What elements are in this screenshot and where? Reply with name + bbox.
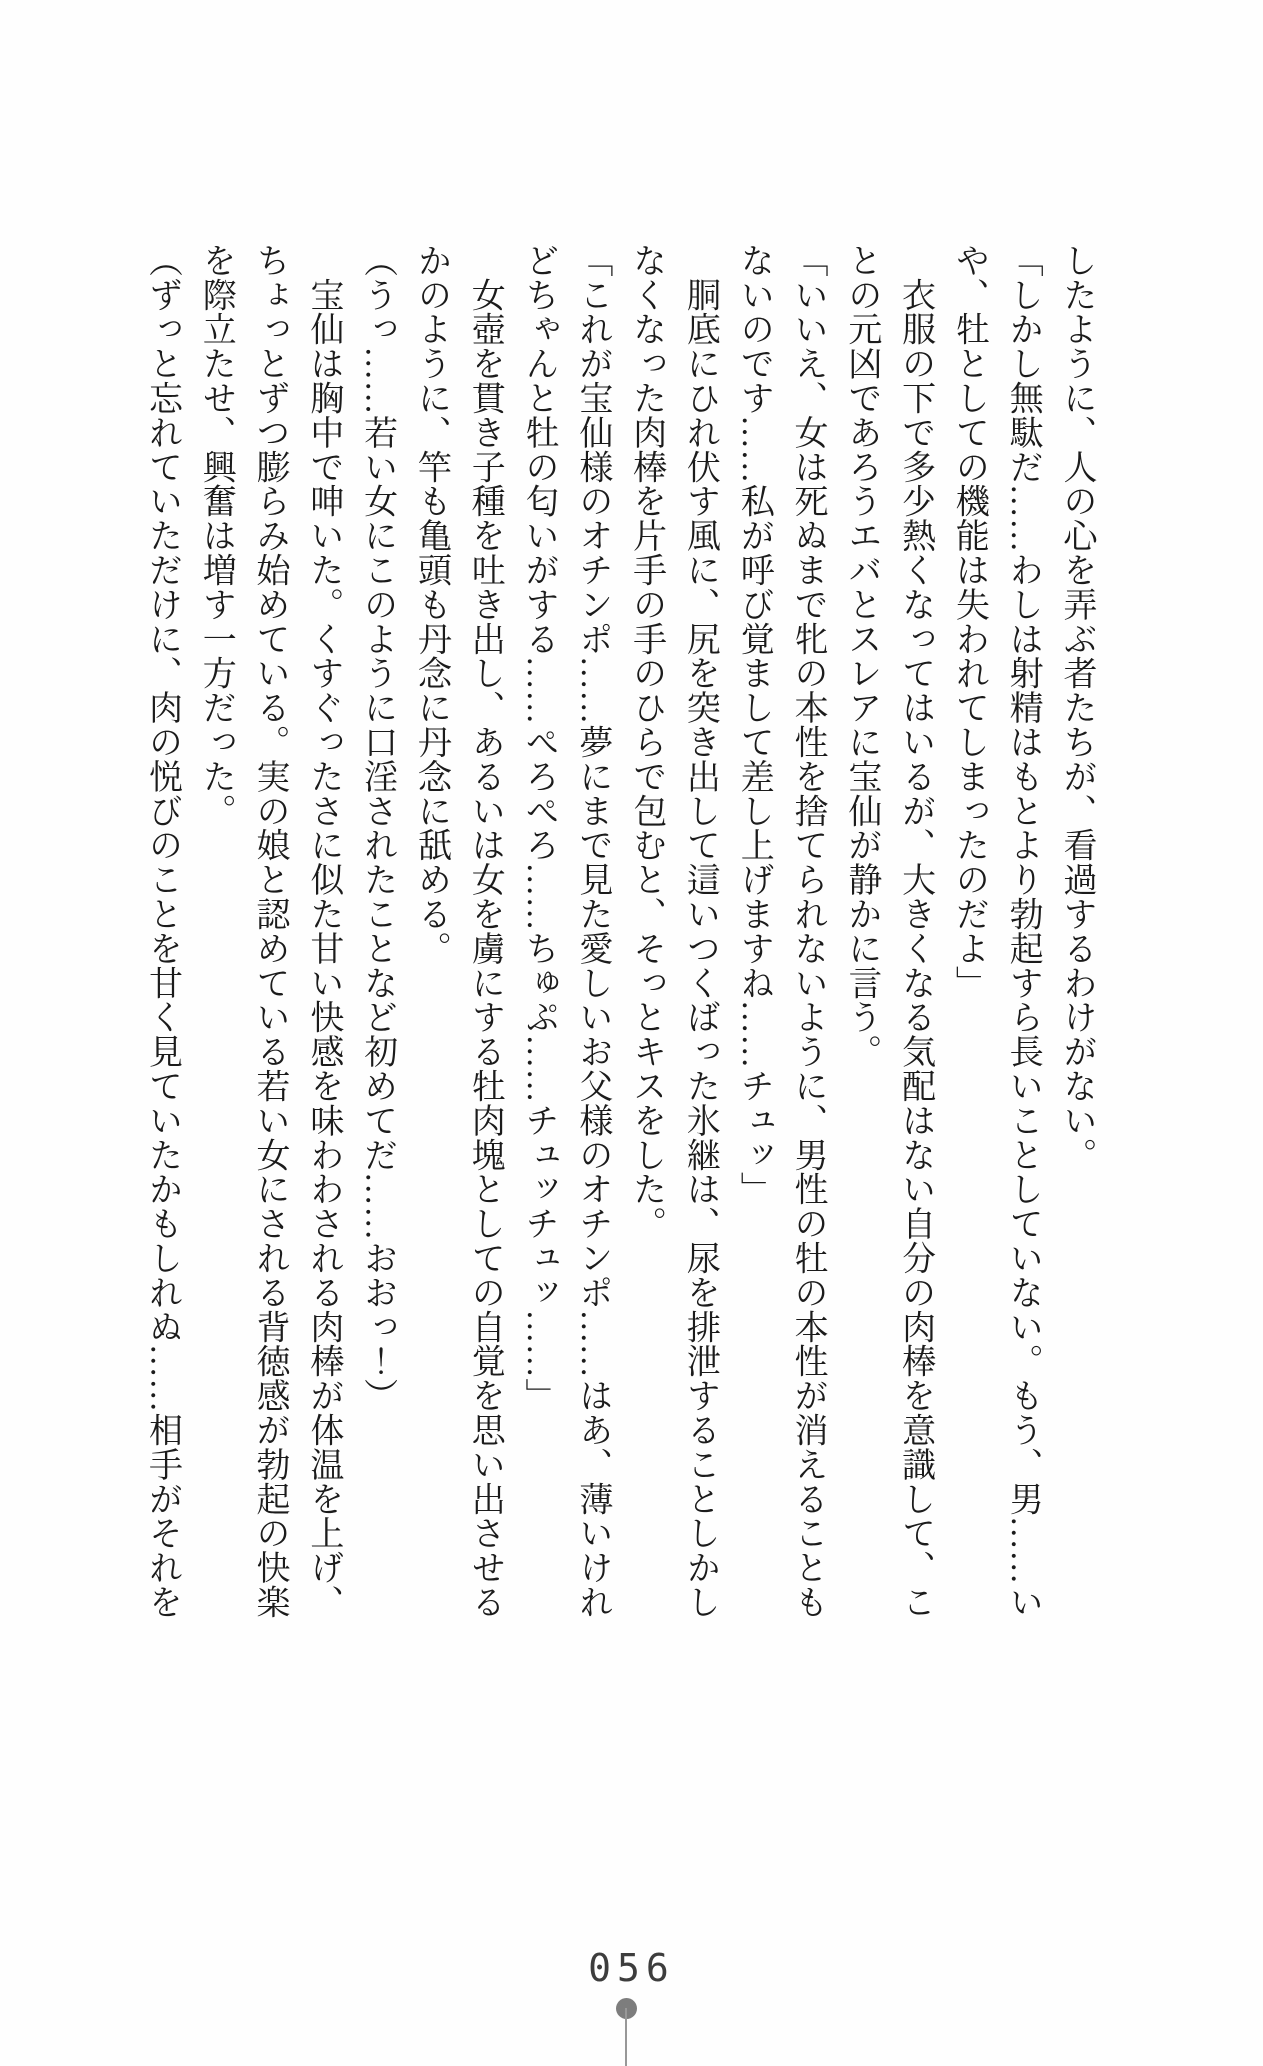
text-line: かのように、竿も亀頭も丹念に丹念に舐める。: [412, 243, 450, 966]
text-line: 「いいえ、女は死ぬまで牝の本性を捨てられないように、男性の牡の本性が消えることも: [789, 243, 827, 1619]
text-line: 女壺を貫き子種を吐き出し、あるいは女を虜にする牡肉塊としての自覚を思い出させる: [466, 243, 504, 1619]
text-line: や、牡としての機能は失われてしまったのだよ」: [950, 243, 988, 1000]
text-line: を際立たせ、興奮は増す一方だった。: [197, 243, 235, 828]
text-line: なくなった肉棒を片手の手のひらで包むと、そっとキスをした。: [627, 243, 665, 1241]
text-line: どちゃんと牡の匂いがする……ぺろぺろ……ちゅぷ……チュッチュッ……」: [520, 243, 558, 1413]
page-number: 056: [588, 1946, 675, 1990]
text-line: との元凶であろうエバとスレアに宝仙が静かに言う。: [842, 243, 880, 1069]
text-line: （ずっと忘れていただけに、肉の悦びのことを甘く見ていたかもしれぬ……相手がそれを: [143, 243, 181, 1619]
text-line: 「しかし無駄だ……わしは射精はもとより勃起すら長いことしていない。もう、男……い: [1004, 243, 1042, 1619]
text-line: ちょっとずつ膨らみ始めている。実の娘と認めている若い女にされる背徳感が勃起の快楽: [251, 243, 289, 1619]
text-line: したように、人の心を弄ぶ者たちが、看過するわけがない。: [1058, 243, 1095, 1172]
text-line: 衣服の下で多少熱くなってはいるが、大きくなる気配はない自分の肉棒を意識して、こ: [896, 243, 934, 1619]
text-line: 宝仙は胸中で呻いた。くすぐったさに似た甘い快感を味わわされる肉棒が体温を上げ、: [304, 243, 342, 1619]
text-line: （うっ……若い女にこのように口淫されたことなど初めてだ……おおっ！）: [358, 243, 396, 1413]
text-line: 胴底にひれ伏す風に、尻を突き出して這いつくばった氷継は、尿を排泄することしかし: [681, 243, 719, 1619]
text-line: 「これが宝仙様のオチンポ……夢にまで見た愛しいお父様のオチンポ……はあ、薄いけれ: [573, 243, 611, 1619]
text-line: ないのです……私が呼び覚まして差し上げますね……チュッ」: [735, 243, 773, 1207]
footer-rule: [625, 2008, 627, 2066]
body-text: [133, 243, 1103, 1638]
